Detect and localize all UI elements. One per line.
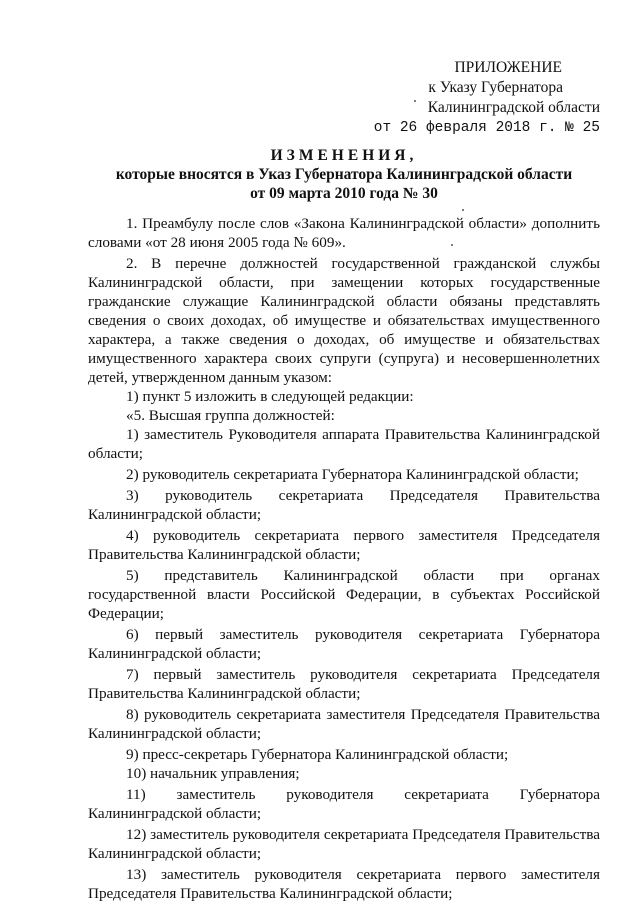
appendix-reference: к Указу Губернатора <box>428 79 563 96</box>
scan-speck <box>462 209 464 211</box>
appendix-block <box>330 58 600 138</box>
list-item: 4) руководитель секретариата первого заместителя Председателя Правительства Калининградской области; <box>88 527 600 563</box>
list-item: 6) первый заместитель руководителя секретариата Губернатора Калининградской области; <box>88 626 600 662</box>
list-item: 1) заместитель Руководителя аппарата Правительства Калининградской области; <box>88 426 600 462</box>
scan-speck <box>414 100 416 102</box>
appendix-title: ПРИЛОЖЕНИЕ <box>454 59 562 76</box>
scan-speck <box>451 244 453 246</box>
heading-subtitle: которые вносятся в Указ Губернатора Калининградской области <box>115 166 573 183</box>
paragraph: 1. Преамбулу после слов «Закона Калининградской области» дополнить словами «от 28 июня 2005 года № 609». <box>88 215 600 251</box>
list-item: 13) заместитель руководителя секретариата первого заместителя Председателя Правительства Калининградской области; <box>88 866 600 902</box>
list-item: 2) руководитель секретариата Губернатора Калининградской области; <box>126 466 579 483</box>
list-item: 7) первый заместитель руководителя секретариата Председателя Правительства Калининградской области; <box>88 666 600 702</box>
list-item: 8) руководитель секретариата заместителя Председателя Правительства Калининградской области; <box>88 706 600 742</box>
document-body <box>88 214 600 903</box>
heading-title: ИЗМЕНЕНИЯ, <box>270 147 418 164</box>
list-item: 3) руководитель секретариата Председателя Правительства Калининградской области; <box>88 487 600 523</box>
list-item: 12) заместитель руководителя секретариата Председателя Правительства Калининградской области; <box>88 826 600 862</box>
paragraph: 1) пункт 5 изложить в следующей редакции: <box>126 388 414 405</box>
appendix-region: Калининградской области <box>427 99 600 116</box>
list-item: 5) представитель Калининградской области при органах государственной власти Российской Федерации, в субъектах Российской Федерации; <box>88 567 600 622</box>
paragraph: «5. Высшая группа должностей: <box>126 407 335 424</box>
list-item: 11) заместитель руководителя секретариата Губернатора Калининградской области; <box>88 786 600 822</box>
document-heading <box>88 146 600 203</box>
appendix-date: от 26 февраля 2018 г. № 25 <box>373 120 600 136</box>
list-item: 10) начальник управления; <box>126 765 300 782</box>
list-item: 9) пресс-секретарь Губернатора Калининградской области; <box>126 746 509 763</box>
paragraph: 2. В перечне должностей государственной гражданской службы Калининградской области, при замещении которых государственные гражданские служащие Калининградской области обязаны представлять сведения о своих доходах, об имуществе и обязательствах имущественного характера, а также сведения о доходах, об имуществе и обязательствах имущественного характера своих супруги (супруга) и несовершеннолетних детей, утвержденном данным указом: <box>88 255 600 386</box>
heading-date: от 09 марта 2010 года № 30 <box>250 185 438 202</box>
